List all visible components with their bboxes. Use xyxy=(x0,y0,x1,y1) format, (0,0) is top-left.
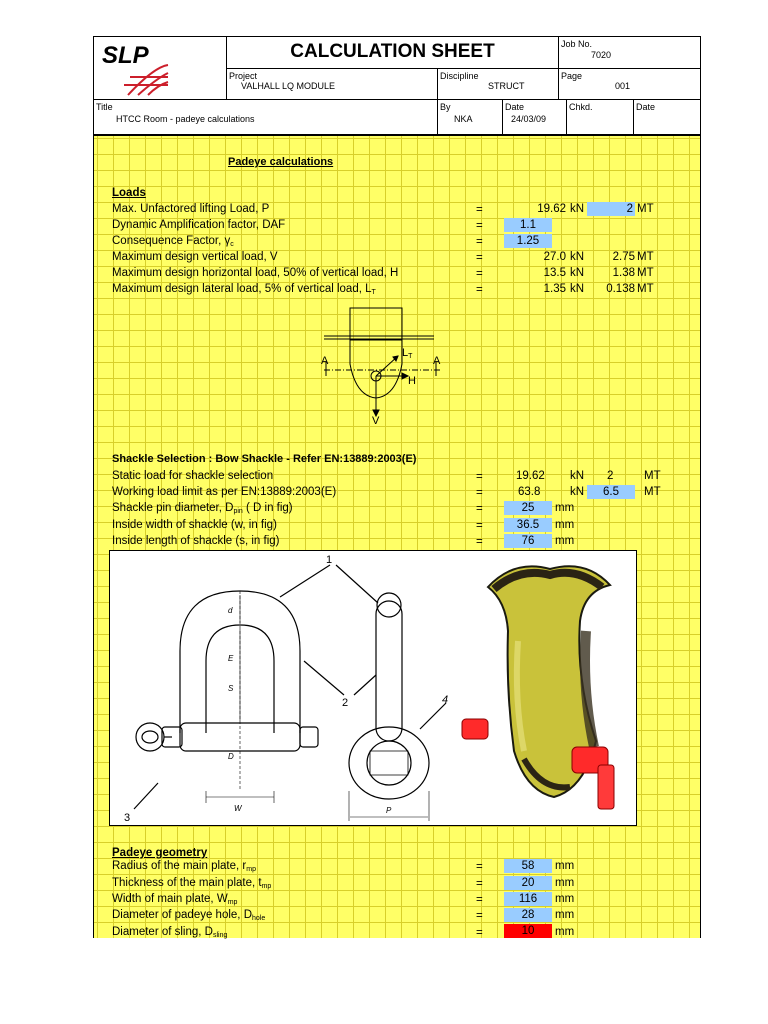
sheet-header xyxy=(94,37,700,135)
shackle-drawing xyxy=(110,551,636,825)
loads-heading: Loads xyxy=(112,187,146,199)
section-heading: Padeye calculations xyxy=(228,156,334,168)
logo-text: SLP xyxy=(102,42,149,69)
date2-cell: Date xyxy=(634,100,700,135)
job-no: 7020 xyxy=(591,50,612,60)
title-field-cell: Title HTCC Room - padeye calculations xyxy=(94,100,438,135)
callout-4: 4 xyxy=(442,694,449,706)
slp-logo xyxy=(94,37,224,97)
shackle-heading: Shackle Selection : Bow Shackle - Refer EN:13889:2003(E) xyxy=(112,453,417,465)
dim-D: D xyxy=(228,752,234,761)
chkd-cell: Chkd. xyxy=(567,100,634,135)
dim-e: E xyxy=(228,654,234,663)
sheet-title: CALCULATION SHEET xyxy=(290,41,495,62)
page-cell: Page 001 xyxy=(559,69,700,100)
dim-s: S xyxy=(228,684,234,693)
discipline-cell: Discipline STRUCT xyxy=(438,69,559,100)
calculation-sheet xyxy=(93,36,701,938)
callout-2: 2 xyxy=(342,697,349,709)
date-cell: Date 24/03/09 xyxy=(503,100,567,135)
diagram-label-v: V xyxy=(372,415,380,424)
discipline: STRUCT xyxy=(488,81,525,91)
by-value: NKA xyxy=(454,114,473,124)
by-cell: By NKA xyxy=(438,100,503,135)
project-cell: Project VALHALL LQ MODULE xyxy=(227,69,438,100)
job-no-cell: Job No. 7020 xyxy=(559,37,700,69)
diagram-label-h: H xyxy=(408,375,416,387)
callout-3: 3 xyxy=(124,812,131,824)
shackle-photo xyxy=(462,566,614,809)
padeye-load-diagram xyxy=(316,304,446,424)
title-value: HTCC Room - padeye calculations xyxy=(116,114,255,124)
date-value: 24/03/09 xyxy=(511,114,547,124)
dim-d: d xyxy=(228,606,233,615)
shackle-figure xyxy=(109,550,637,826)
project: VALHALL LQ MODULE xyxy=(241,81,336,91)
dim-p: P xyxy=(386,806,392,815)
page-number: 001 xyxy=(615,81,631,91)
logo-cell xyxy=(94,37,227,100)
diagram-label-a-right: A xyxy=(433,355,441,367)
callout-1: 1 xyxy=(326,554,333,566)
sling-diameter-warning: 10 xyxy=(504,924,552,938)
diagram-label-lt: LT xyxy=(402,347,413,360)
calc-grid: Padeye calculations Loads Max. Unfactored lifting Load, P = 19.62 kN 2 MT Dynamic Amplification factor, DAF = 1.1 Consequence Factor, $\gamma_c$ = 1.25 Maximum design vertical load, V = 27.0 kN 2.75 MT Maximum design horizontal load, 50% of vertical load, H = 13.5 kN 1.38 MT Maximum design lateral load, 5% of vertical load, $L_T$ = 1.35 kN 0.138 MT A A LT H V Shackle Selection : Bow Shackle - Refer EN:13889:2003(E) Static load for shackle selection = 19.62 kN 2 MT Working load limit as per EN:13889:2003(E) = 63.8 kN 6.5 MT Shackle pin diameter, $D_{pin}$ ( D in fig) = 25 mm Inside width of shackle (w, in fig) = 36.5 mm Inside length of shackle (s, in fig) = 76 mm 1 2 3 4 d E S D W P Padeye geometry Radius of the main plate, $r_{mp}$ = 58 mm Thickness of the main plate, $t_{mp}$ = 20 mm Width of main plate, $W_{mp}$ = 116 mm Diameter of padeye hole, $D_{hole}$ = 28 mm Diameter of sling, $D_{sling}$ = 10 mm xyxy=(94,135,700,938)
title-cell xyxy=(227,37,559,69)
dim-w: W xyxy=(234,804,242,813)
padeye-heading: Padeye geometry xyxy=(112,847,208,859)
diagram-label-a-left: A xyxy=(321,355,329,367)
